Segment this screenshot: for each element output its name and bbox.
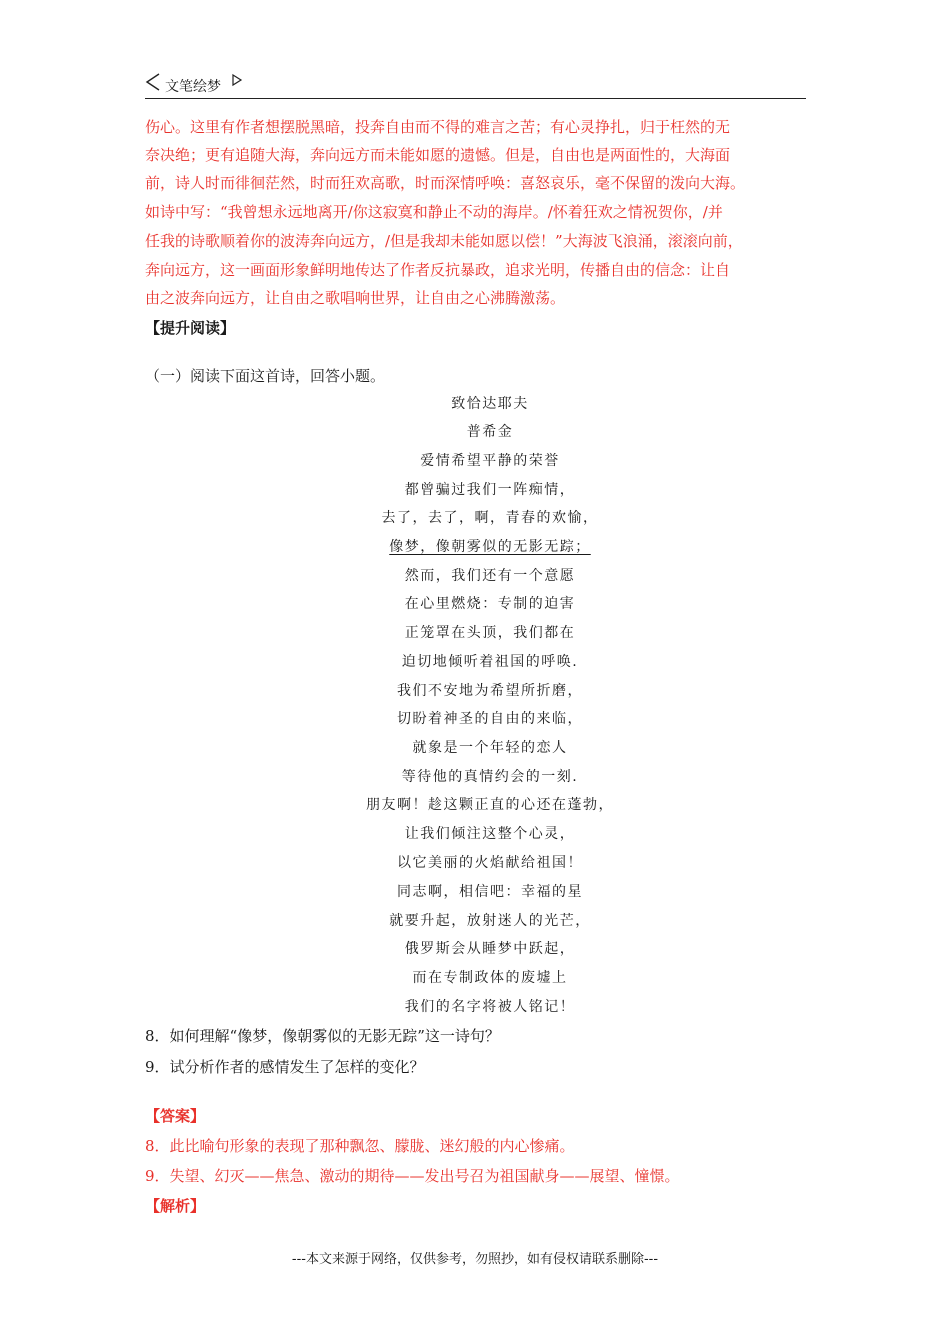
poem-line: 以它美丽的火焰献给祖国！ xyxy=(397,855,583,871)
poem-line: 然而，我们还有一个意愿 xyxy=(404,568,576,584)
poem-line: 正笼罩在头顶，我们都在 xyxy=(404,625,576,641)
page-footer: ---本文来源于网络，仅供参考，勿照抄，如有侵权请联系删除--- xyxy=(291,1252,659,1267)
poem-line: 都曾骗过我们一阵痴情， xyxy=(404,482,576,498)
poem-line: 爱情希望平静的荣誉 xyxy=(420,453,560,469)
poem-line: 就要升起，放射迷人的光芒， xyxy=(389,913,591,929)
poem-line-underlined xyxy=(0,537,950,557)
paragraph-line: 伤心。这里有作者想摆脱黑暗，投奔自由而不得的难言之苦；有心灵挣扎，归于枉然的无 xyxy=(145,118,731,136)
answer-8: 8．此比喻句形象的表现了那种飘忽、朦胧、迷幻般的内心惨痛。 xyxy=(145,1137,575,1155)
poem-line: 朋友啊！趁这颗正直的心还在蓬勃， xyxy=(366,797,614,813)
triangle-left-icon xyxy=(145,73,161,95)
poem-line: 迫切地倾听着祖国的呼唤. xyxy=(401,654,579,670)
poem-line: 在心里燃烧：专制的迫害 xyxy=(404,596,576,612)
triangle-right-icon xyxy=(231,73,243,91)
paragraph-line: 奈决绝；更有追随大海，奔向远方而未能如愿的遗憾。但是，自由也是两面性的，大海面 xyxy=(145,146,731,164)
section-heading-answer: 【答案】 xyxy=(145,1107,206,1125)
poem-line: 切盼着神圣的自由的来临， xyxy=(397,711,583,727)
page-header xyxy=(145,72,806,99)
paragraph-line: 前，诗人时而徘徊茫然，时而狂欢高歌，时而深情呼唤：喜怒哀乐，毫不保留的泼向大海。 xyxy=(145,174,746,192)
section-heading-advanced: 【提升阅读】 xyxy=(145,319,236,337)
poem-title: 致恰达耶夫 xyxy=(451,396,529,412)
section-heading-analysis: 【解析】 xyxy=(145,1197,206,1215)
paragraph-line: 任我的诗歌顺着你的波涛奔向远方，/但是我却未能如愿以偿！”大海波飞浪涌，滚滚向前， xyxy=(145,232,743,250)
poem-author: 普希金 xyxy=(466,424,514,440)
paragraph-line: 如诗中写：“我曾想永远地离开/你这寂寞和静止不动的海岸。/怀着狂欢之情祝贺你，/并 xyxy=(145,203,723,221)
poem-line: 让我们倾注这整个心灵， xyxy=(404,826,576,842)
poem-line: 而在专制政体的废墟上 xyxy=(412,970,568,986)
poem-line: 我们的名字将被人铭记！ xyxy=(404,999,576,1015)
poem-line: 就象是一个年轻的恋人 xyxy=(412,740,568,756)
answer-9: 9．失望、幻灭——焦急、激动的期待——发出号召为祖国献身——展望、憧憬。 xyxy=(145,1167,680,1185)
brand-label: 文笔绘梦 xyxy=(165,79,221,95)
poem-line: 我们不安地为希望所折磨， xyxy=(397,683,583,699)
question-8: 8．如何理解“像梦，像朝雾似的无影无踪”这一诗句？ xyxy=(145,1027,500,1045)
paragraph-line: 奔向远方，这一画面形象鲜明地传达了作者反抗暴政，追求光明，传播自由的信念：让自 xyxy=(145,261,731,279)
question-9: 9．试分析作者的感情发生了怎样的变化？ xyxy=(145,1058,425,1076)
poem-line: 同志啊，相信吧：幸福的星 xyxy=(397,884,583,900)
poem-line: 去了，去了，啊，青春的欢愉， xyxy=(381,510,599,526)
instruction-text: （一）阅读下面这首诗，回答小题。 xyxy=(145,367,386,385)
poem-line: 俄罗斯会从睡梦中跃起， xyxy=(404,941,576,957)
poem-line: 等待他的真情约会的一刻. xyxy=(401,769,579,785)
underlined-verse: 像梦，像朝雾似的无影无踪； xyxy=(389,539,591,555)
paragraph-line: 由之波奔向远方，让自由之歌唱响世界，让自由之心沸腾激荡。 xyxy=(145,289,566,307)
